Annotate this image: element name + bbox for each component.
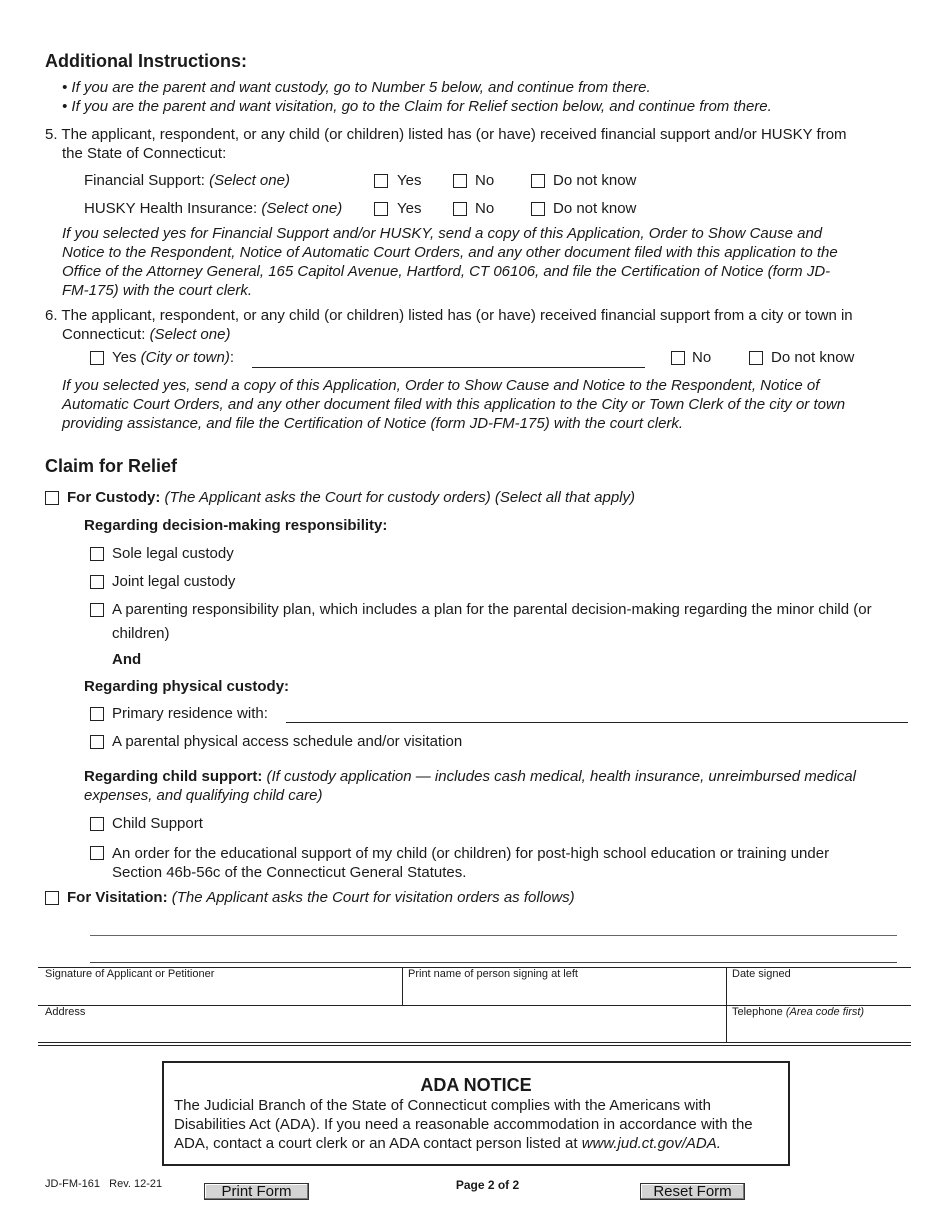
q5-text-line1: 5. The applicant, respondent, or any child (or children) listed has (or have) received financial support and/or HUSKY from (45, 126, 847, 143)
city-town-yes-checkbox[interactable] (90, 351, 104, 365)
claim-for-relief-heading: Claim for Relief (45, 456, 178, 476)
city-town-no-label: No (692, 349, 712, 366)
ada-url-link[interactable]: www.jud.ct.gov/ADA. (581, 1135, 721, 1152)
husky-label: HUSKY Health Insurance: (Select one) (84, 200, 343, 217)
child-support-heading-line2: expenses, and qualifying child care) (84, 787, 323, 804)
signature-block-divider (726, 967, 727, 1042)
city-town-no-checkbox[interactable] (671, 351, 685, 365)
print-name-field[interactable] (408, 983, 721, 1003)
primary-residence-checkbox[interactable] (90, 707, 104, 721)
telephone-label: Telephone (Area code first) (732, 1006, 865, 1018)
financial-support-dnk-label: Do not know (553, 172, 637, 189)
joint-legal-custody-checkbox[interactable] (90, 575, 104, 589)
ada-notice-line2: Disabilities Act (ADA). If you need a reasonable accommodation in accordance with the (174, 1116, 753, 1133)
financial-support-no-checkbox[interactable] (453, 174, 467, 188)
parenting-plan-label-line2: children) (112, 625, 170, 642)
ada-notice-line1: The Judicial Branch of the State of Connecticut complies with the Americans with (174, 1097, 711, 1114)
signature-block-bottom-border (38, 1045, 911, 1046)
husky-yes-checkbox[interactable] (374, 202, 388, 216)
decision-making-heading: Regarding decision-making responsibility: (84, 517, 388, 534)
q5-note-line: If you selected yes for Financial Support and/or HUSKY, send a copy of this Application, Order to Show Cause and (62, 225, 823, 242)
city-town-input-line[interactable] (252, 367, 645, 368)
visitation-input-line[interactable] (90, 935, 897, 936)
q6-note-line: If you selected yes, send a copy of this Application, Order to Show Cause and Notice to the Respondent, Notice of (62, 377, 820, 394)
husky-no-label: No (475, 200, 495, 217)
for-custody-checkbox[interactable] (45, 491, 59, 505)
q5-note-line: FM-175) with the court clerk. (62, 282, 253, 299)
q5-text-line2: the State of Connecticut: (62, 145, 227, 162)
instruction-bullet-visitation: • If you are the parent and want visitation, go to the Claim for Relief section below, and continue from there. (62, 98, 772, 115)
physical-custody-heading: Regarding physical custody: (84, 678, 290, 695)
page-number: Page 2 of 2 (455, 1178, 520, 1192)
signature-field[interactable] (45, 983, 397, 1003)
financial-support-yes-checkbox[interactable] (374, 174, 388, 188)
ada-notice-line3: ADA, contact a court clerk or an ADA contact person listed at www.jud.ct.gov/ADA. (174, 1135, 721, 1152)
q6-note-line: Automatic Court Orders, and any other document filed with this application to the City or Town Clerk of the city or town (62, 396, 846, 413)
for-visitation-label: For Visitation: (The Applicant asks the Court for visitation orders as follows) (67, 889, 575, 906)
city-town-dnk-label: Do not know (771, 349, 855, 366)
child-support-checkbox[interactable] (90, 817, 104, 831)
for-custody-label: For Custody: (The Applicant asks the Court for custody orders) (Select all that apply) (67, 489, 635, 506)
visitation-input-line[interactable] (90, 962, 897, 963)
parenting-plan-label-line1: A parenting responsibility plan, which includes a plan for the parental decision-making regarding the minor child (or (112, 601, 872, 618)
form-id: JD-FM-161 Rev. 12-21 (45, 1178, 163, 1190)
signature-block-bottom-border (38, 1042, 911, 1043)
q6-note-line: providing assistance, and file the Certification of Notice (form JD-FM-175) with the court clerk. (62, 415, 684, 432)
print-name-label: Print name of person signing at left (408, 968, 578, 980)
husky-yes-label: Yes (397, 200, 422, 217)
financial-support-dnk-checkbox[interactable] (531, 174, 545, 188)
sole-legal-custody-checkbox[interactable] (90, 547, 104, 561)
child-support-heading-line1: Regarding child support: (If custody application — includes cash medical, health insurance, unreimbursed medical (84, 768, 856, 785)
primary-residence-input-line[interactable] (286, 722, 908, 723)
date-signed-label: Date signed (732, 968, 791, 980)
address-label: Address (45, 1006, 86, 1018)
educational-support-label-line1: An order for the educational support of my child (or children) for post-high school education or training under (112, 845, 830, 862)
husky-dnk-label: Do not know (553, 200, 637, 217)
parenting-plan-checkbox[interactable] (90, 603, 104, 617)
city-town-dnk-checkbox[interactable] (749, 351, 763, 365)
additional-instructions-heading: Additional Instructions: (45, 51, 247, 71)
primary-residence-label: Primary residence with: (112, 705, 268, 722)
and-label: And (112, 651, 142, 668)
city-town-yes-label: Yes (City or town): (112, 349, 235, 366)
q6-text-line1: 6. The applicant, respondent, or any child (or children) listed has (or have) received financial support from a city or town in (45, 307, 853, 324)
physical-access-label: A parental physical access schedule and/or visitation (112, 733, 463, 750)
financial-support-no-label: No (475, 172, 495, 189)
instruction-bullet-custody: • If you are the parent and want custody, go to Number 5 below, and continue from there. (62, 79, 651, 96)
ada-notice-title: ADA NOTICE (420, 1075, 532, 1095)
print-form-button[interactable]: Print Form (204, 1183, 309, 1200)
for-visitation-checkbox[interactable] (45, 891, 59, 905)
address-field[interactable] (45, 1021, 721, 1040)
date-signed-field[interactable] (732, 983, 907, 1003)
joint-legal-custody-label: Joint legal custody (112, 573, 236, 590)
husky-no-checkbox[interactable] (453, 202, 467, 216)
q5-note-line: Notice to the Respondent, Notice of Automatic Court Orders, and any other document filed with this application to the (62, 244, 838, 261)
ada-notice-box (162, 1061, 790, 1166)
educational-support-label-line2: Section 46b-56c of the Connecticut General Statutes. (112, 864, 467, 881)
signature-label: Signature of Applicant or Petitioner (45, 968, 215, 980)
financial-support-yes-label: Yes (397, 172, 422, 189)
reset-form-button[interactable]: Reset Form (640, 1183, 745, 1200)
q5-note-line: Office of the Attorney General, 165 Capitol Avenue, Hartford, CT 06106, and file the Certification of Notice (form JD- (62, 263, 831, 280)
educational-support-checkbox[interactable] (90, 846, 104, 860)
sole-legal-custody-label: Sole legal custody (112, 545, 234, 562)
child-support-label: Child Support (112, 815, 203, 832)
telephone-field[interactable] (732, 1021, 907, 1040)
signature-block-divider (402, 967, 403, 1005)
physical-access-checkbox[interactable] (90, 735, 104, 749)
financial-support-label: Financial Support: (Select one) (84, 172, 290, 189)
husky-dnk-checkbox[interactable] (531, 202, 545, 216)
q6-text-line2: Connecticut: (Select one) (62, 326, 231, 343)
